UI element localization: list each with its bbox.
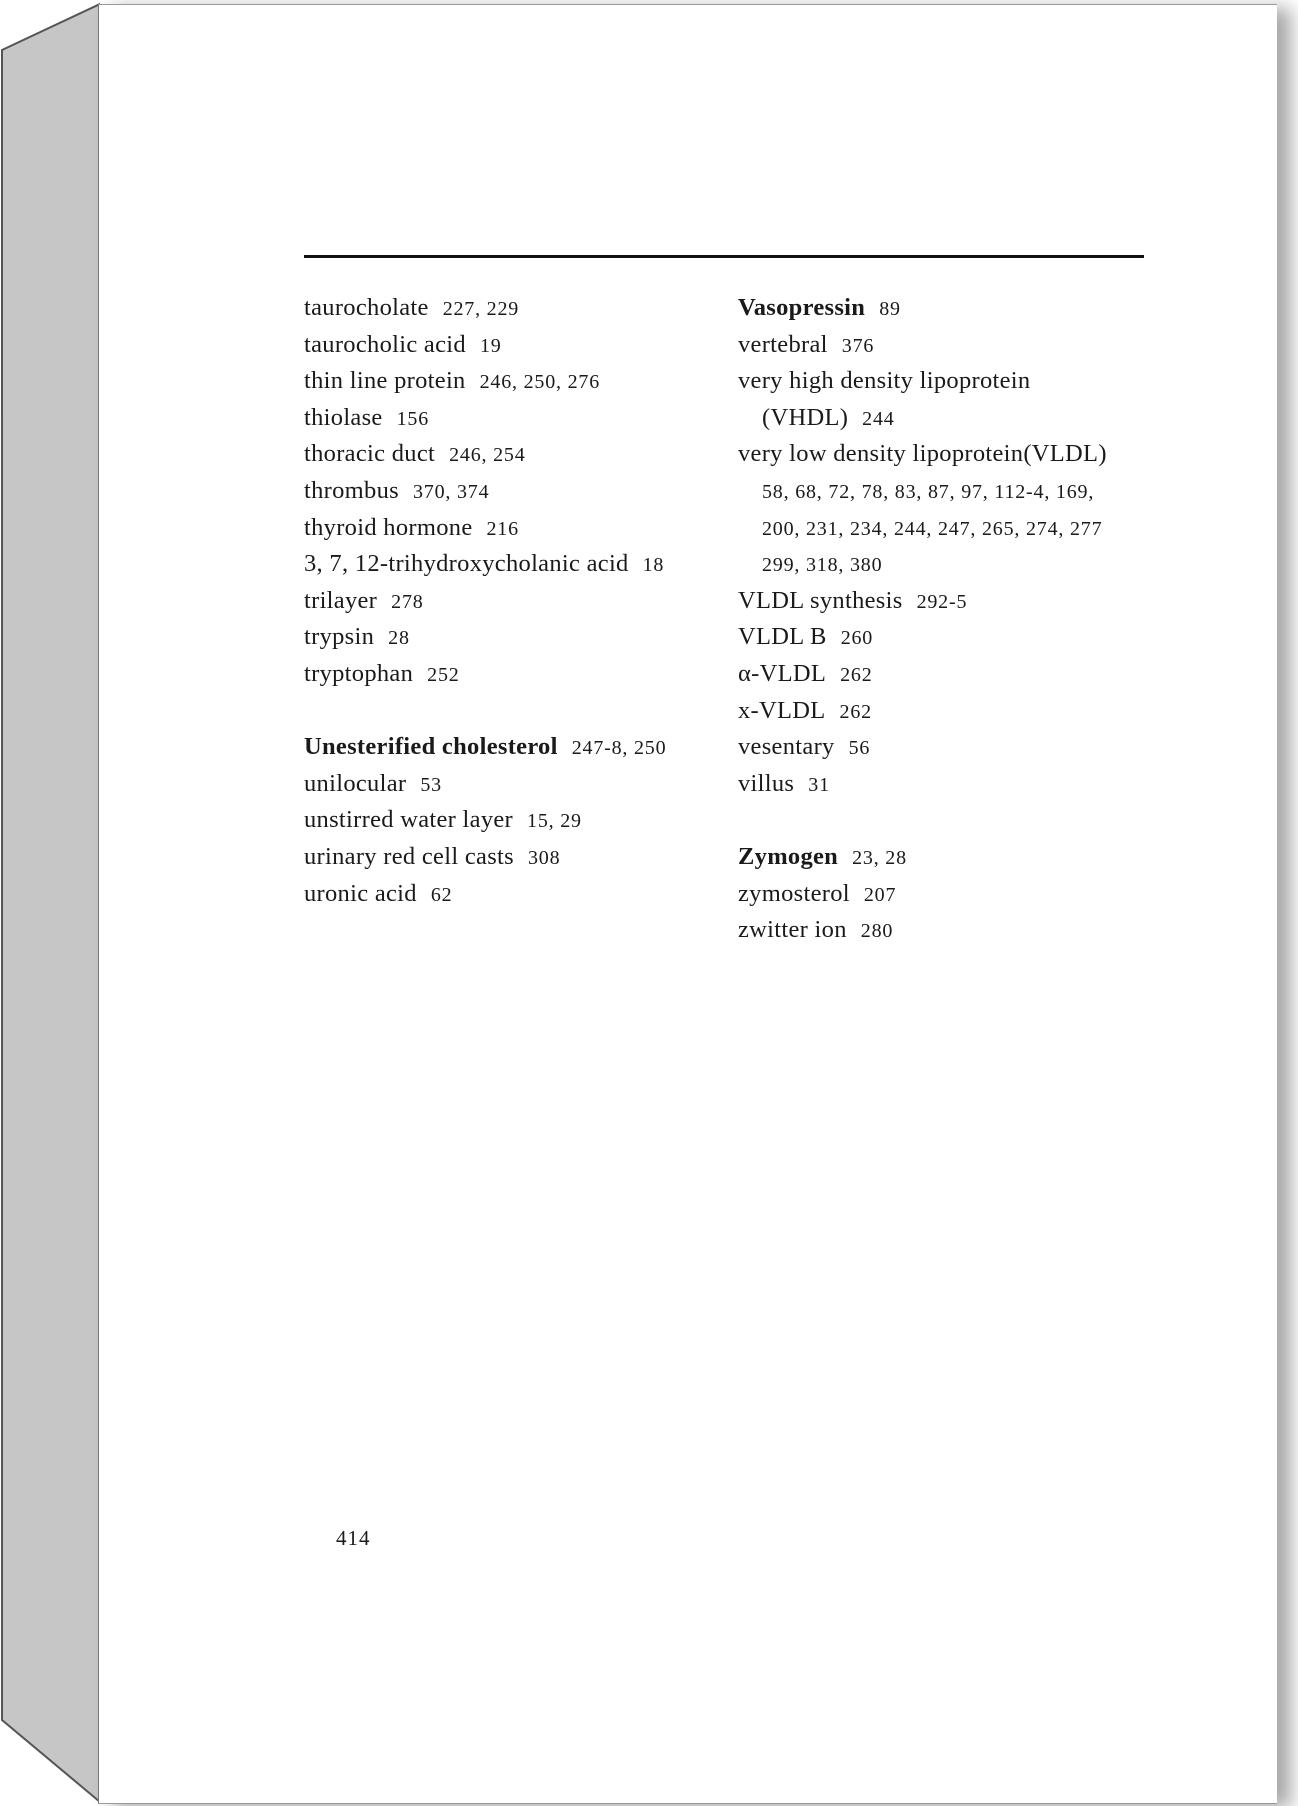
index-pages: 18	[642, 554, 665, 577]
index-pages: 89	[879, 298, 901, 320]
index-pages: 15, 29	[527, 810, 582, 833]
index-entry	[304, 510, 724, 547]
index-entry	[304, 656, 724, 693]
index-entry-continuation	[738, 473, 1158, 510]
index-entry	[738, 912, 1158, 949]
index-pages: 28	[388, 627, 410, 650]
index-entry	[738, 583, 1158, 620]
index-term: VLDL B	[738, 623, 827, 651]
index-term: trilayer	[304, 586, 378, 614]
index-entry	[304, 436, 724, 473]
index-pages: 62	[430, 883, 453, 906]
index-pages: 200, 231, 234, 244, 247, 265, 274, 277	[762, 517, 1103, 540]
index-pages: 278	[391, 590, 424, 613]
index-entry	[304, 766, 724, 803]
page-number: 414	[336, 1526, 371, 1550]
index-pages: 31	[808, 773, 830, 796]
index-term: tryptophan	[304, 659, 414, 687]
index-entry	[738, 363, 1158, 400]
index-term: thrombus	[304, 476, 399, 504]
index-term: Vasopressin	[738, 294, 866, 321]
index-entry-continuation	[738, 400, 1158, 437]
index-entry	[304, 546, 724, 583]
index-term: urinary red cell casts	[304, 842, 514, 870]
index-term: 3, 7, 12-trihydroxycholanic acid	[304, 550, 629, 578]
index-term: taurocholate	[304, 294, 429, 321]
index-entry	[304, 473, 724, 510]
index-term: taurocholic acid	[304, 330, 466, 358]
index-entry	[304, 876, 724, 913]
section-gap	[738, 802, 1158, 839]
index-pages: 53	[420, 773, 442, 796]
index-pages: 207	[863, 883, 897, 906]
index-pages: 262	[840, 663, 873, 686]
book-spine	[0, 0, 100, 1806]
index-pages: 299, 318, 380	[762, 554, 883, 577]
index-entry	[304, 839, 724, 876]
index-entry	[738, 839, 1158, 876]
index-pages: 280	[860, 920, 894, 943]
index-term: unilocular	[304, 769, 407, 797]
index-pages: 246, 254	[449, 444, 526, 467]
index-pages: 370, 374	[412, 480, 490, 503]
index-entry-continuation	[738, 510, 1158, 547]
index-column-right	[738, 290, 1158, 949]
index-entry	[304, 363, 724, 400]
index-entry	[304, 290, 724, 327]
index-pages: 58, 68, 72, 78, 83, 87, 97, 112-4, 169,	[762, 480, 1095, 503]
index-pages: 308	[528, 846, 561, 869]
header-rule	[304, 255, 1144, 258]
index-entry	[738, 729, 1158, 766]
index-term: α-VLDL	[738, 659, 827, 687]
index-pages: 156	[396, 407, 430, 430]
index-pages: 292-5	[916, 590, 968, 613]
index-term: trypsin	[304, 623, 375, 651]
section-gap	[304, 693, 724, 730]
index-term: uronic acid	[304, 879, 417, 907]
index-entry	[738, 656, 1158, 693]
index-entry	[738, 766, 1158, 803]
index-term: Unesterified cholesterol	[304, 733, 558, 761]
index-term: thyroid hormone	[304, 513, 473, 541]
index-term: very low density lipoprotein(VLDL)	[738, 440, 1107, 468]
index-term: thiolase	[304, 403, 383, 431]
index-pages: 227, 229	[442, 298, 520, 320]
index-entry	[304, 619, 724, 656]
index-term: very high density lipoprotein	[738, 367, 1031, 395]
index-entry	[304, 583, 724, 620]
index-entry	[738, 290, 1158, 327]
index-pages: 247-8, 250	[571, 737, 667, 760]
index-entry	[738, 876, 1158, 913]
index-entry-continuation	[738, 546, 1158, 583]
index-term: x-VLDL	[738, 696, 826, 724]
index-term: vesentary	[738, 733, 835, 761]
index-entry	[304, 802, 724, 839]
index-entry	[304, 400, 724, 437]
index-pages: 244	[862, 407, 895, 430]
index-entry	[738, 327, 1158, 364]
index-term: thoracic duct	[304, 440, 436, 468]
index-pages: 56	[848, 737, 871, 760]
index-term: vertebral	[738, 330, 828, 358]
index-entry	[738, 619, 1158, 656]
index-term: VLDL synthesis	[738, 586, 903, 614]
index-entry	[304, 327, 724, 364]
index-term: zymosterol	[738, 879, 850, 907]
index-pages: 262	[839, 700, 872, 723]
index-pages: 260	[840, 627, 874, 650]
index-pages: 246, 250, 276	[479, 371, 601, 394]
index-pages: 19	[479, 334, 502, 357]
index-entry	[738, 693, 1158, 730]
index-term: villus	[738, 769, 795, 797]
index-term: Zymogen	[738, 842, 839, 870]
index-column-left	[304, 290, 724, 912]
index-term: (VHDL)	[762, 403, 849, 431]
index-term: zwitter ion	[738, 916, 847, 944]
index-pages: 376	[841, 334, 875, 357]
index-entry	[304, 729, 724, 766]
index-pages: 216	[486, 517, 519, 540]
index-pages: 23, 28	[852, 846, 907, 869]
index-pages: 252	[427, 663, 460, 686]
index-term: unstirred water layer	[304, 806, 514, 834]
index-entry	[738, 436, 1158, 473]
index-term: thin line protein	[304, 367, 466, 395]
